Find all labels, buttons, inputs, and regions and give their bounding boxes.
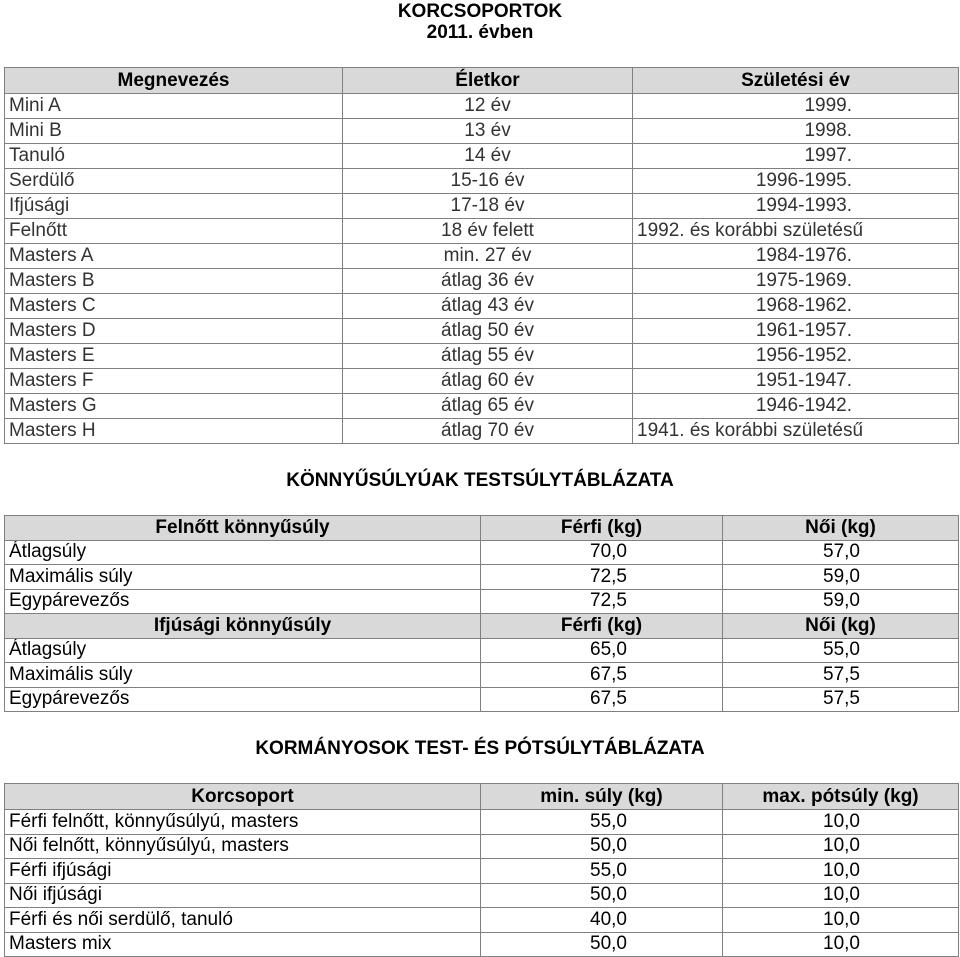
- table-row: [5, 908, 959, 933]
- table-row: [5, 419, 959, 444]
- cell-min-weight: 55,0: [481, 810, 723, 835]
- table-row: [5, 834, 959, 859]
- cell-name: Masters G: [5, 394, 343, 419]
- section-header-row: [5, 516, 959, 541]
- cell-birth-year: 1997.: [633, 144, 959, 169]
- cell-birth-year: 1999.: [633, 94, 959, 119]
- cell-name: Masters E: [5, 344, 343, 369]
- section-header-cell: Felnőtt könnyűsúly: [5, 516, 481, 541]
- age-groups-body: [5, 94, 959, 444]
- cell-birth-year: 1951-1947.: [633, 369, 959, 394]
- cell-women-kg: 55,0: [723, 638, 959, 663]
- cell-age: 17-18 év: [343, 194, 633, 219]
- cell-birth-year: 1975-1969.: [633, 269, 959, 294]
- cell-birth-year: 1961-1957.: [633, 319, 959, 344]
- cell-women-kg: 57,5: [723, 663, 959, 688]
- cell-name: Mini B: [5, 119, 343, 144]
- cell-name: Felnőtt: [5, 219, 343, 244]
- table-row: [5, 244, 959, 269]
- cell-category: Egypárevezős: [5, 687, 481, 712]
- cell-group: Női ifjúsági: [5, 883, 481, 908]
- table-row: [5, 394, 959, 419]
- section-header-cell: Férfi (kg): [481, 516, 723, 541]
- cell-min-weight: 50,0: [481, 834, 723, 859]
- cell-min-weight: 55,0: [481, 859, 723, 884]
- cell-name: Tanuló: [5, 144, 343, 169]
- table-row: [5, 94, 959, 119]
- cell-name: Masters A: [5, 244, 343, 269]
- cell-birth-year: 1992. és korábbi születésű: [633, 219, 959, 244]
- cell-men-kg: 72,5: [481, 589, 723, 614]
- table-row: [5, 540, 959, 565]
- cell-category: Egypárevezős: [5, 589, 481, 614]
- cell-age: átlag 65 év: [343, 394, 633, 419]
- table-row: [5, 169, 959, 194]
- column-header-min-weight: min. súly (kg): [481, 784, 723, 810]
- column-header-name: Megnevezés: [5, 68, 343, 94]
- table-row: [5, 144, 959, 169]
- table-row: [5, 194, 959, 219]
- cell-women-kg: 59,0: [723, 589, 959, 614]
- column-header-max-extra-weight: max. pótsúly (kg): [723, 784, 959, 810]
- table-row: [5, 663, 959, 688]
- cell-age: 14 év: [343, 144, 633, 169]
- lightweight-table: [4, 515, 959, 712]
- cell-group: Férfi ifjúsági: [5, 859, 481, 884]
- age-groups-table: [4, 67, 959, 444]
- cell-name: Mini A: [5, 94, 343, 119]
- coxswain-title: KORMÁNYOSOK TEST- ÉS PÓTSÚLYTÁBLÁZATA: [255, 738, 705, 759]
- table-row: [5, 369, 959, 394]
- cell-birth-year: 1998.: [633, 119, 959, 144]
- cell-name: Masters H: [5, 419, 343, 444]
- cell-min-weight: 40,0: [481, 908, 723, 933]
- table-row: [5, 638, 959, 663]
- cell-category: Maximális súly: [5, 663, 481, 688]
- cell-name: Ifjúsági: [5, 194, 343, 219]
- table-row: [5, 269, 959, 294]
- cell-age: 12 év: [343, 94, 633, 119]
- cell-age: átlag 70 év: [343, 419, 633, 444]
- cell-group: Masters mix: [5, 932, 481, 957]
- cell-category: Átlagsúly: [5, 638, 481, 663]
- cell-age: átlag 60 év: [343, 369, 633, 394]
- table-row: [5, 589, 959, 614]
- section-header-row: [5, 614, 959, 639]
- cell-birth-year: 1996-1995.: [633, 169, 959, 194]
- cell-max-extra-weight: 10,0: [723, 932, 959, 957]
- section-header-cell: Női (kg): [723, 614, 959, 639]
- cell-age: átlag 36 év: [343, 269, 633, 294]
- page-subtitle: 2011. évben: [426, 22, 534, 43]
- cell-age: 15-16 év: [343, 169, 633, 194]
- column-header-birth-year: Születési év: [633, 68, 959, 94]
- section-header-cell: Férfi (kg): [481, 614, 723, 639]
- cell-group: Férfi és női serdülő, tanuló: [5, 908, 481, 933]
- cell-birth-year: 1956-1952.: [633, 344, 959, 369]
- lightweight-body: [5, 516, 959, 712]
- cell-min-weight: 50,0: [481, 883, 723, 908]
- cell-men-kg: 67,5: [481, 663, 723, 688]
- page-title: KORCSOPORTOK: [397, 1, 563, 22]
- cell-max-extra-weight: 10,0: [723, 834, 959, 859]
- cell-birth-year: 1941. és korábbi születésű: [633, 419, 959, 444]
- cell-age: átlag 43 év: [343, 294, 633, 319]
- table-row: [5, 810, 959, 835]
- cell-men-kg: 67,5: [481, 687, 723, 712]
- coxswain-body: [5, 810, 959, 957]
- lightweight-title: KÖNNYŰSÚLYÚAK TESTSÚLYTÁBLÁZATA: [286, 470, 674, 491]
- cell-max-extra-weight: 10,0: [723, 859, 959, 884]
- cell-birth-year: 1968-1962.: [633, 294, 959, 319]
- cell-women-kg: 59,0: [723, 565, 959, 590]
- table-row: [5, 294, 959, 319]
- cell-group: Férfi felnőtt, könnyűsúlyú, masters: [5, 810, 481, 835]
- cell-category: Maximális súly: [5, 565, 481, 590]
- table-row: [5, 319, 959, 344]
- cell-women-kg: 57,5: [723, 687, 959, 712]
- cell-name: Masters F: [5, 369, 343, 394]
- coxswain-table: [4, 783, 959, 957]
- cell-max-extra-weight: 10,0: [723, 908, 959, 933]
- cell-max-extra-weight: 10,0: [723, 810, 959, 835]
- cell-age: átlag 55 év: [343, 344, 633, 369]
- cell-men-kg: 72,5: [481, 565, 723, 590]
- cell-name: Masters C: [5, 294, 343, 319]
- cell-men-kg: 65,0: [481, 638, 723, 663]
- column-header-age: Életkor: [343, 68, 633, 94]
- cell-birth-year: 1984-1976.: [633, 244, 959, 269]
- table-row: [5, 687, 959, 712]
- table-row: [5, 883, 959, 908]
- section-header-cell: Női (kg): [723, 516, 959, 541]
- cell-age: átlag 50 év: [343, 319, 633, 344]
- column-header-group: Korcsoport: [5, 784, 481, 810]
- table-row: [5, 219, 959, 244]
- table-row: [5, 932, 959, 957]
- cell-birth-year: 1946-1942.: [633, 394, 959, 419]
- cell-name: Serdülő: [5, 169, 343, 194]
- table-row: [5, 859, 959, 884]
- cell-age: 18 év felett: [343, 219, 633, 244]
- table-row: [5, 565, 959, 590]
- cell-age: min. 27 év: [343, 244, 633, 269]
- cell-min-weight: 50,0: [481, 932, 723, 957]
- cell-group: Női felnőtt, könnyűsúlyú, masters: [5, 834, 481, 859]
- table-row: [5, 119, 959, 144]
- section-header-cell: Ifjúsági könnyűsúly: [5, 614, 481, 639]
- cell-men-kg: 70,0: [481, 540, 723, 565]
- cell-max-extra-weight: 10,0: [723, 883, 959, 908]
- cell-name: Masters B: [5, 269, 343, 294]
- cell-women-kg: 57,0: [723, 540, 959, 565]
- cell-category: Átlagsúly: [5, 540, 481, 565]
- cell-age: 13 év: [343, 119, 633, 144]
- table-row: [5, 344, 959, 369]
- cell-name: Masters D: [5, 319, 343, 344]
- cell-birth-year: 1994-1993.: [633, 194, 959, 219]
